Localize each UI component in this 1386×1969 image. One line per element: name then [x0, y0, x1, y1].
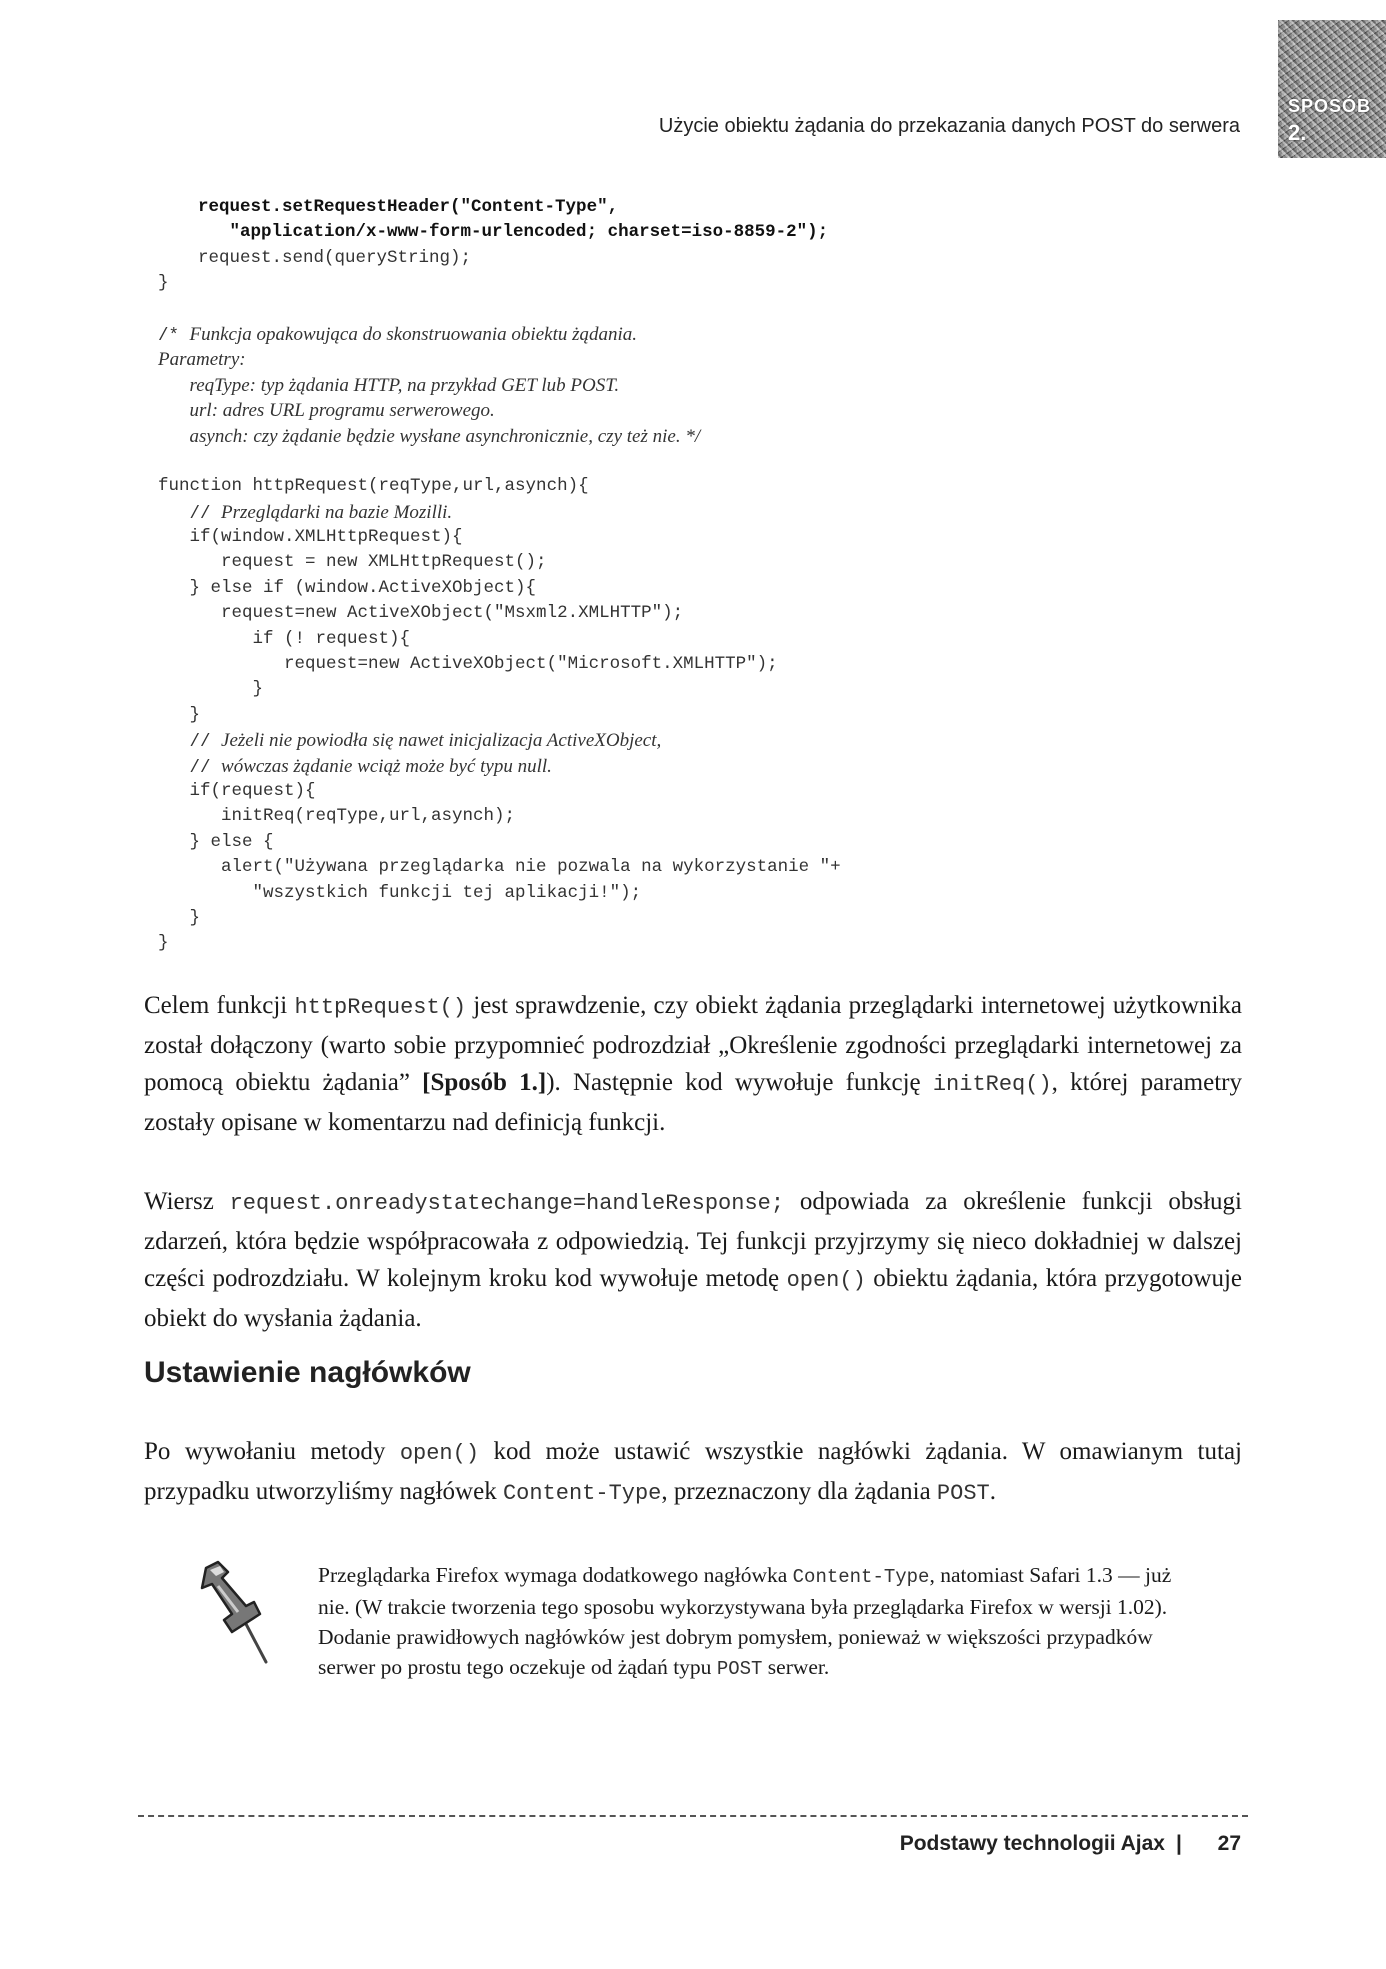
code-line: request.send(queryString); — [198, 247, 472, 268]
code-line: } — [158, 704, 201, 725]
code-block-function — [158, 474, 841, 956]
code-line: } — [158, 907, 201, 928]
code-line: } — [158, 933, 169, 954]
footer-book-title: Podstawy technologii Ajax — [899, 1832, 1165, 1855]
code-line: alert("Używana przeglądarka nie pozwala na wykorzystanie "+ — [158, 857, 841, 878]
badge-word: SPOSÓB — [1288, 96, 1372, 116]
code-line: if(request){ — [158, 780, 316, 801]
section-heading: Ustawienie nagłówków — [144, 1356, 471, 1389]
code-line: } else { — [158, 831, 274, 852]
header-title: Użycie obiektu żądania do przekazania danych POST do serwera — [658, 115, 1240, 137]
code-listing — [158, 195, 841, 957]
paragraph-onreadystatechange: Wiersz request.onreadystatechange=handleResponse; odpowiada za określenie funkcji obsługi zdarzeń, która będzie współpracowała z odpowiedzią. Tej funkcji przyjrzymy się nieco dokładniej w dalszej części podrozdziału. W kolejnym kroku kod wywołuje metodę open() obiektu żądania, która przygotowuje obiekt do wysłania żądania. — [144, 1188, 1242, 1332]
code-line: if (! request){ — [158, 628, 411, 649]
code-line: } — [158, 679, 264, 700]
sposob-reference: [Sposób 1.] — [422, 1069, 547, 1096]
code-line: } — [158, 273, 169, 294]
code-line: request = new XMLHttpRequest(); — [158, 552, 547, 573]
paragraph-headers: Po wywołaniu metody open() kod może ustawić wszystkie nagłówki żądania. W omawianym tutaj przypadku utworzyliśmy nagłówek Content-Type, przeznaczony dla żądania POST. — [144, 1438, 1242, 1506]
code-block-top — [158, 195, 841, 297]
code-line: "wszystkich funkcji tej aplikacji!"); — [158, 882, 642, 903]
code-line: request.setRequestHeader("Content-Type", — [198, 197, 619, 217]
code-comment-line: asynch: czy żądanie będzie wysłane asynchronicznie, czy też nie. */ — [189, 425, 701, 447]
code-comment-line: reqType: typ żądania HTTP, na przykład GET lub POST. — [189, 374, 620, 396]
footer-divider — [138, 1815, 1248, 1817]
code-comment-line: /* Funkcja opakowująca do skonstruowania obiektu żądania. — [158, 323, 638, 346]
code-line: if(window.XMLHttpRequest){ — [158, 527, 463, 548]
pushpin-icon — [188, 1558, 273, 1668]
code-comment-line: url: adres URL programu serwerowego. — [189, 400, 495, 422]
code-line: initReq(reqType,url,asynch); — [158, 806, 516, 827]
badge-number: 2. — [1288, 120, 1307, 145]
sposob-badge — [1278, 20, 1386, 158]
code-line: request=new ActiveXObject("Microsoft.XMLHTTP"); — [158, 654, 778, 675]
code-block-comment — [158, 322, 841, 449]
code-comment-line: // Jeżeli nie powiodła się nawet inicjalizacja ActiveXObject, — [158, 730, 662, 753]
code-comment-line: // wówczas żądanie wciąż może być typu null. — [158, 755, 552, 778]
code-comment-line: Parametry: — [158, 349, 246, 371]
code-line: } else if (window.ActiveXObject){ — [158, 577, 537, 598]
page-number: 27 — [1217, 1832, 1241, 1855]
paragraph-httprequest: Celem funkcji httpRequest() jest sprawdzenie, czy obiekt żądania przeglądarki internetowej użytkownika został dołączony (warto sobie przypomnieć podrozdział „Określenie zgodności przeglądarki internetowej za pomocą obiektu żądania” [Sposób 1.]). Następnie kod wywołuje funkcję initReq(), której parametry zostały opisane w komentarzu nad definicją funkcji. — [144, 992, 1243, 1136]
code-line: function httpRequest(reqType,url,asynch){ — [158, 476, 589, 497]
code-comment-line: // Przeglądarki na bazie Mozilli. — [158, 501, 453, 524]
footer-separator: | — [1176, 1832, 1182, 1855]
note-text: Przeglądarka Firefox wymaga dodatkowego nagłówka Content-Type, natomiast Safari 1.3 — już nie. (W trakcie tworzenia tego sposobu wykorzystywana była przeglądarka Firefox w wersji 1.02). Dodanie prawidłowych nagłówków jest dobrym pomysłem, ponieważ w większości przypadków serwer po prostu tego oczekuje od żądań typu POST serwer. — [318, 1563, 1172, 1680]
code-line: "application/x-www-form-urlencoded; charset=iso-8859-2"); — [198, 222, 829, 243]
code-line: request=new ActiveXObject("Msxml2.XMLHTTP"); — [158, 603, 684, 624]
